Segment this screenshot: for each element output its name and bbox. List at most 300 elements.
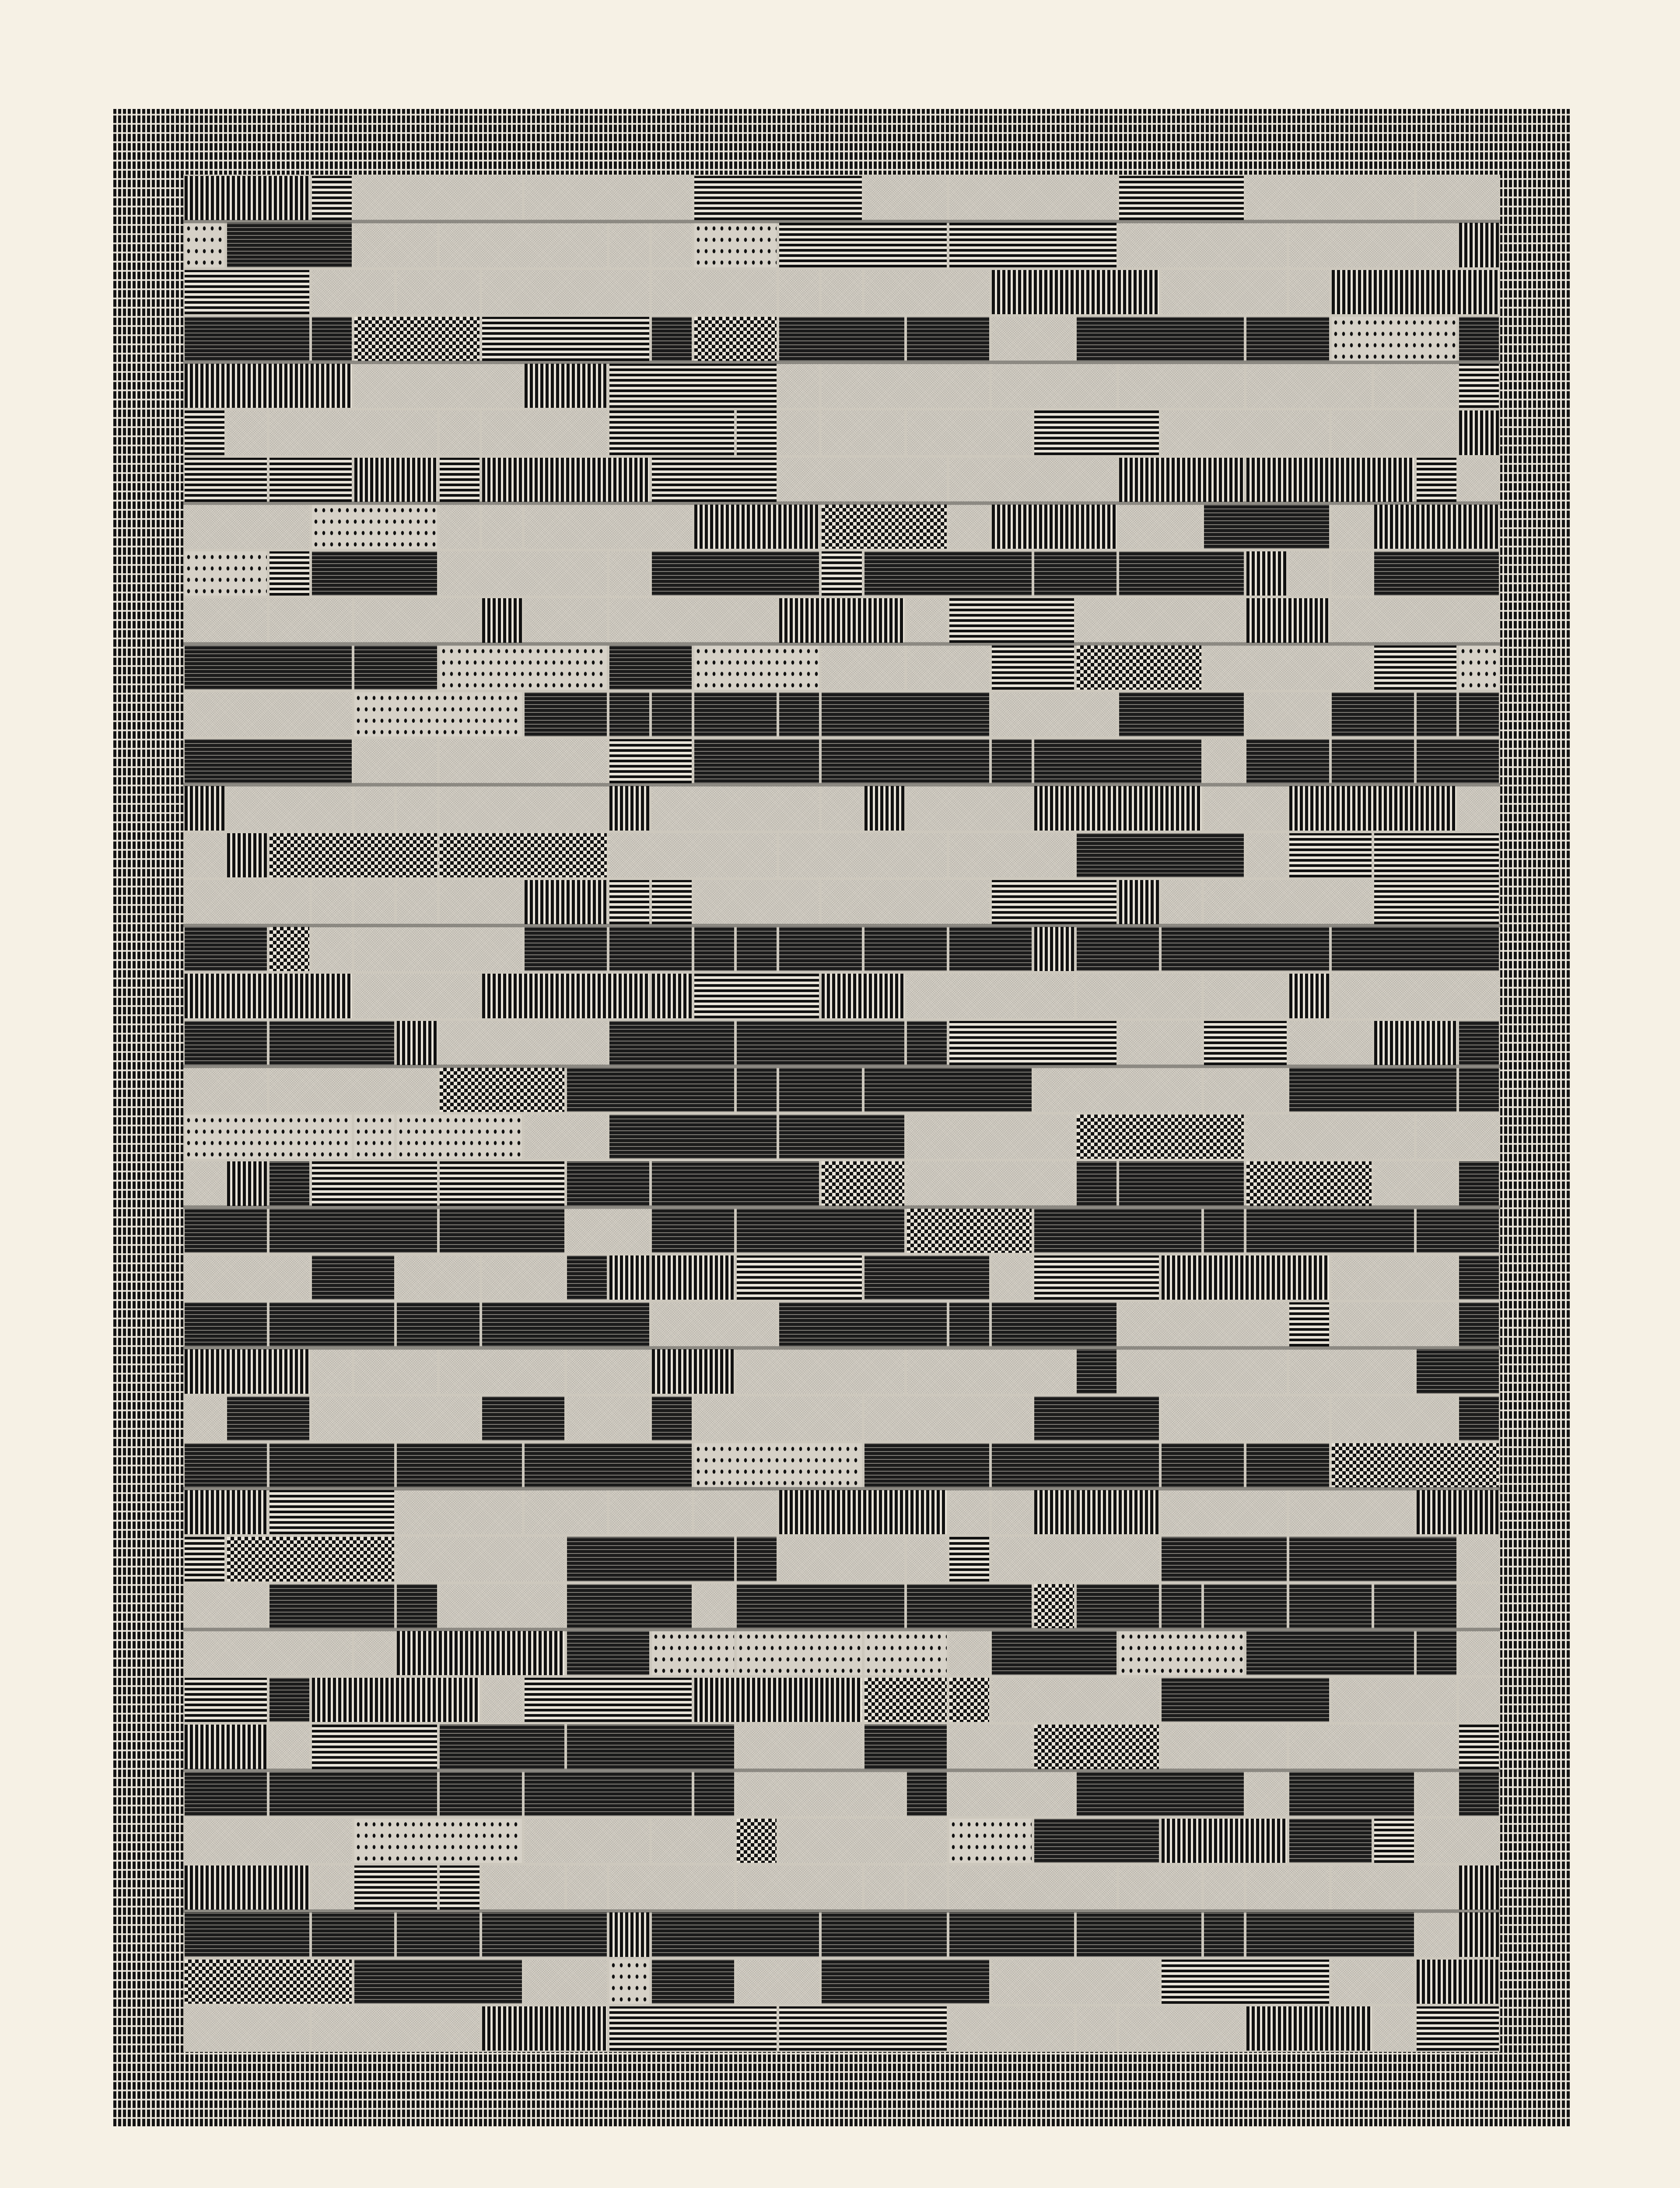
pattern-tile: [779, 692, 819, 736]
pattern-tile: [1374, 1819, 1414, 1863]
pattern-tile: [185, 1772, 267, 1816]
pattern-tile: [525, 927, 607, 971]
pattern-tile: [270, 1443, 394, 1487]
pattern-tile: [482, 1912, 607, 1957]
pattern-tile: [440, 1068, 564, 1112]
pattern-tile: [1374, 2006, 1414, 2051]
pattern-tile: [779, 1490, 946, 1534]
pattern-tile: [354, 1865, 437, 1910]
pattern-tile: [525, 1960, 607, 2004]
pattern-tile: [312, 1161, 437, 1206]
pattern-tile: [525, 1819, 649, 1863]
pattern-tile: [1459, 1772, 1499, 1816]
pattern-tile: [354, 223, 437, 267]
pattern-tile: [992, 1443, 1159, 1487]
pattern-tile: [185, 1490, 267, 1534]
pattern-tile: [822, 974, 904, 1018]
pattern-tile: [694, 645, 819, 690]
pattern-tile: [185, 2006, 309, 2051]
pattern-tile: [1289, 1021, 1372, 1065]
pattern-tile: [1162, 1443, 1244, 1487]
pattern-tile: [185, 927, 267, 971]
pattern-tile: [397, 270, 479, 314]
pattern-tile: [1162, 1255, 1329, 1300]
pattern-tile: [1246, 692, 1329, 736]
pattern-tile: [652, 551, 819, 596]
pattern-tile: [779, 317, 904, 361]
pattern-tile: [482, 598, 522, 642]
pattern-tile: [440, 1584, 564, 1628]
pattern-tile: [822, 739, 989, 783]
pattern-tile: [822, 270, 861, 314]
pattern-tile: [1417, 739, 1499, 783]
pattern-tile: [1289, 1490, 1414, 1534]
pattern-tile: [1034, 927, 1074, 971]
pattern-tile: [1162, 1960, 1329, 2004]
pattern-tile: [185, 645, 352, 690]
pattern-tile: [1332, 1396, 1456, 1441]
pattern-tile: [185, 598, 267, 642]
pattern-tile: [694, 317, 777, 361]
pattern-tile: [227, 1396, 309, 1441]
pattern-tile: [482, 1865, 564, 1910]
pattern-tile: [1034, 1209, 1201, 1253]
pattern-tile: [185, 1302, 267, 1346]
pattern-tile: [822, 692, 989, 736]
pattern-tile: [1077, 1349, 1116, 1393]
pattern-tile: [354, 1819, 522, 1863]
pattern-tile: [949, 1490, 989, 1534]
pattern-tile: [949, 1912, 1074, 1957]
pattern-tile: [397, 1115, 522, 1159]
pattern-tile: [737, 1209, 904, 1253]
pattern-tile: [312, 1349, 352, 1393]
pattern-tile: [354, 739, 437, 783]
pattern-tile: [609, 645, 692, 690]
pattern-tile: [1417, 1209, 1499, 1253]
pattern-tile: [1204, 1209, 1244, 1253]
pattern-tile: [567, 1631, 649, 1675]
pattern-tile: [440, 1209, 564, 1253]
pattern-tile: [652, 1819, 734, 1863]
pattern-tile: [1077, 974, 1201, 1018]
pattern-tile: [907, 410, 1032, 455]
pattern-tile: [694, 505, 819, 549]
pattern-tile: [1204, 505, 1329, 549]
pattern-tile: [1332, 598, 1499, 642]
pattern-tile: [737, 1772, 904, 1816]
pattern-tile: [864, 786, 904, 830]
pattern-tile: [1417, 458, 1456, 502]
pattern-tile: [185, 458, 267, 502]
pattern-tile: [1246, 317, 1329, 361]
pattern-tile: [185, 1725, 267, 1769]
pattern-tile: [567, 1068, 734, 1112]
pattern-tile: [1162, 1396, 1329, 1441]
pattern-tile: [1459, 1912, 1499, 1957]
pattern-tile: [694, 1584, 734, 1628]
pattern-tile: [354, 927, 522, 971]
pattern-tile: [609, 739, 692, 783]
pattern-tile: [907, 1584, 1032, 1628]
pattern-tile: [1289, 223, 1456, 267]
pattern-tile: [949, 833, 1074, 877]
pattern-tile: [1459, 645, 1499, 690]
pattern-tile: [1417, 176, 1499, 220]
pattern-tile: [1119, 1631, 1244, 1675]
pattern-tile: [1119, 1349, 1286, 1393]
pattern-tile: [949, 223, 1116, 267]
pattern-tile: [1374, 833, 1499, 877]
pattern-tile: [1077, 645, 1201, 690]
pattern-tile: [482, 2006, 607, 2051]
pattern-tile: [1417, 2006, 1499, 2051]
pattern-tile: [949, 176, 1116, 220]
pattern-tile: [1119, 1161, 1244, 1206]
pattern-tile: [694, 1490, 777, 1534]
pattern-tile: [1034, 786, 1201, 830]
pattern-tile: [312, 1912, 394, 1957]
pattern-tile: [949, 1631, 989, 1675]
pattern-tile: [949, 458, 1116, 502]
pattern-tile: [270, 1209, 437, 1253]
pattern-tile: [822, 364, 989, 408]
pattern-tile: [864, 1631, 947, 1675]
pattern-tile: [652, 880, 692, 924]
pattern-tile: [1077, 2006, 1116, 2051]
pattern-tile: [567, 1209, 649, 1253]
pattern-tile: [737, 927, 777, 971]
pattern-tile: [525, 598, 607, 642]
pattern-tile: [1204, 880, 1371, 924]
pattern-tile: [822, 410, 904, 455]
pattern-tile: [1289, 786, 1456, 830]
pattern-tile: [1034, 1068, 1201, 1112]
pattern-tile: [185, 1678, 267, 1722]
pattern-tile: [992, 1631, 1116, 1675]
pattern-tile: [1204, 1912, 1244, 1957]
pattern-tile: [992, 1255, 1032, 1300]
pattern-tile: [822, 551, 861, 596]
pattern-tile: [440, 1865, 480, 1910]
pattern-tile: [1374, 645, 1456, 690]
pattern-tile: [1289, 1772, 1414, 1816]
pattern-tile: [737, 410, 777, 455]
pattern-tile: [1119, 505, 1201, 549]
pattern-tile: [270, 1725, 309, 1769]
pattern-tile: [185, 1349, 309, 1393]
pattern-tile: [949, 1772, 1074, 1816]
pattern-tile: [312, 1725, 437, 1769]
pattern-tile: [185, 223, 224, 267]
pattern-tile: [609, 598, 777, 642]
pattern-tile: [1417, 1349, 1499, 1393]
pattern-tile: [1162, 880, 1201, 924]
pattern-tile: [822, 880, 989, 924]
pattern-tile: [1459, 410, 1499, 455]
pattern-tile: [567, 1537, 734, 1581]
pattern-tile: [1246, 739, 1329, 783]
pattern-tile: [1289, 974, 1329, 1018]
pattern-tile: [440, 1725, 564, 1769]
pattern-tile: [185, 1443, 267, 1487]
pattern-tile: [907, 1021, 947, 1065]
pattern-tile: [1246, 1209, 1414, 1253]
pattern-tile: [567, 1396, 649, 1441]
pattern-tile: [185, 1255, 309, 1300]
pattern-tile: [440, 505, 480, 549]
pattern-tile: [567, 1865, 607, 1910]
pattern-tile: [185, 1161, 224, 1206]
pattern-tile: [1119, 364, 1244, 408]
pattern-tile: [652, 1255, 734, 1300]
pattern-tile: [440, 1021, 607, 1065]
pattern-tile: [1374, 505, 1499, 549]
pattern-tile: [525, 880, 607, 924]
pattern-tile: [397, 786, 437, 830]
pattern-tile: [1289, 1068, 1456, 1112]
pattern-tile: [737, 1537, 777, 1581]
pattern-tile: [1374, 1584, 1456, 1628]
pattern-tile: [185, 1912, 309, 1957]
pattern-tile: [354, 786, 394, 830]
pattern-tile: [907, 786, 1032, 830]
pattern-tile: [1289, 270, 1329, 314]
pattern-tile: [949, 1865, 1116, 1910]
pattern-tile: [1034, 1490, 1074, 1534]
pattern-tile: [652, 270, 777, 314]
pattern-tile: [737, 1068, 777, 1112]
pattern-tile: [312, 1255, 394, 1300]
pattern-tile: [992, 1678, 1159, 1722]
pattern-tile: [397, 1021, 437, 1065]
pattern-tile: [609, 1115, 777, 1159]
pattern-tile: [779, 1115, 904, 1159]
pattern-tile: [1289, 1302, 1329, 1346]
pattern-tile: [354, 880, 394, 924]
pattern-tile: [354, 692, 522, 736]
pattern-tile: [694, 223, 777, 267]
pattern-tile: [737, 1631, 861, 1675]
pattern-tile: [440, 410, 480, 455]
pattern-tile: [992, 645, 1074, 690]
pattern-tile: [1246, 458, 1414, 502]
pattern-tile: [525, 1772, 692, 1816]
pattern-artwork: [113, 109, 1570, 2126]
pattern-tile: [1119, 223, 1286, 267]
pattern-tile: [1077, 598, 1244, 642]
pattern-tile: [1162, 1819, 1286, 1863]
pattern-tile: [1077, 1115, 1244, 1159]
pattern-tile: [694, 927, 734, 971]
pattern-tile: [1332, 270, 1499, 314]
pattern-tile: [652, 1912, 819, 1957]
pattern-tile: [864, 1865, 904, 1910]
pattern-tile: [1459, 317, 1499, 361]
pattern-tile: [737, 1960, 819, 2004]
pattern-tile: [1332, 1255, 1456, 1300]
pattern-tile: [354, 1631, 394, 1675]
pattern-tile: [1246, 1912, 1414, 1957]
pattern-tile: [354, 645, 437, 690]
pattern-tile: [609, 1021, 734, 1065]
pattern-tile: [1119, 1021, 1201, 1065]
pattern-tile: [1246, 1115, 1414, 1159]
pattern-tile: [694, 1772, 734, 1816]
pattern-tile: [949, 1537, 989, 1581]
pattern-tile: [864, 551, 1032, 596]
pattern-tile: [1417, 692, 1456, 736]
pattern-tile: [1034, 1584, 1074, 1628]
pattern-tile: [1162, 410, 1329, 455]
pattern-tile: [440, 1161, 564, 1206]
pattern-tile: [652, 223, 692, 267]
pattern-tile: [652, 974, 692, 1018]
pattern-tile: [1034, 739, 1201, 783]
pattern-tile: [1459, 1631, 1499, 1675]
pattern-tile: [907, 317, 989, 361]
pattern-tile: [1459, 223, 1499, 267]
pattern-tile: [1077, 1490, 1159, 1534]
pattern-tile: [907, 1161, 1074, 1206]
pattern-tile: [1077, 927, 1159, 971]
pattern-tile: [1417, 1819, 1499, 1863]
pattern-tile: [1246, 1865, 1329, 1910]
pattern-tile: [185, 176, 309, 220]
pattern-tile: [397, 1255, 479, 1300]
pattern-tile: [907, 1349, 1074, 1393]
pattern-tile: [354, 598, 479, 642]
pattern-tile: [822, 1960, 989, 2004]
pattern-tile: [1289, 1349, 1414, 1393]
pattern-tile: [1077, 1912, 1201, 1957]
pattern-tile: [567, 1584, 692, 1628]
pattern-tile: [864, 1443, 989, 1487]
pattern-tile: [652, 692, 692, 736]
pattern-tile: [694, 1396, 861, 1441]
pattern-tile: [440, 1349, 564, 1393]
pattern-tile: [185, 1396, 224, 1441]
pattern-tile: [525, 1490, 607, 1534]
pattern-tile: [992, 1302, 1116, 1346]
pattern-tile: [1459, 1537, 1499, 1581]
pattern-tile: [440, 739, 607, 783]
pattern-tile: [652, 1302, 777, 1346]
pattern-tile: [694, 1678, 861, 1722]
pattern-tile: [185, 1960, 352, 2004]
pattern-tile: [737, 1255, 861, 1300]
pattern-tile: [1119, 1865, 1201, 1910]
pattern-tile: [949, 1725, 1032, 1769]
pattern-tile: [609, 692, 649, 736]
pattern-tile: [270, 927, 309, 971]
pattern-tile: [185, 1068, 267, 1112]
pattern-tile: [270, 410, 437, 455]
pattern-tile: [779, 410, 819, 455]
pattern-tile: [270, 551, 309, 596]
pattern-tile: [1077, 833, 1244, 877]
pattern-tile: [227, 1161, 267, 1206]
pattern-tile: [1332, 1865, 1456, 1910]
pattern-tile: [482, 1396, 564, 1441]
pattern-tile: [482, 317, 649, 361]
pattern-tile: [1034, 1819, 1159, 1863]
pattern-tile: [185, 1819, 352, 1863]
pattern-tile: [1332, 317, 1456, 361]
pattern-tile: [609, 410, 734, 455]
pattern-tile: [822, 1161, 904, 1206]
pattern-tile: [822, 786, 861, 830]
pattern-tile: [312, 551, 437, 596]
pattern-tile: [1289, 833, 1372, 877]
pattern-tile: [949, 505, 989, 549]
pattern-tile: [992, 1490, 1032, 1534]
pattern-tile: [1034, 1725, 1159, 1769]
pattern-tile: [1162, 270, 1286, 314]
pattern-tile: [482, 505, 522, 549]
pattern-tile: [949, 927, 1032, 971]
pattern-tile: [440, 458, 480, 502]
pattern-tile: [1204, 786, 1286, 830]
pattern-tile: [1459, 1068, 1499, 1112]
pattern-tile: [737, 1725, 861, 1769]
pattern-tile: [185, 1021, 267, 1065]
pattern-tile: [609, 1255, 649, 1300]
pattern-tile: [907, 1209, 1032, 1253]
pattern-tile: [397, 1537, 564, 1581]
pattern-tile: [864, 1255, 989, 1300]
pattern-tile: [737, 1865, 861, 1910]
pattern-tile: [354, 1349, 437, 1393]
pattern-tile: [354, 974, 479, 1018]
pattern-tile: [652, 1161, 819, 1206]
pattern-tile: [1374, 1161, 1456, 1206]
pattern-tile: [779, 598, 904, 642]
pattern-tile: [1417, 1912, 1456, 1957]
pattern-tile: [1246, 1772, 1286, 1816]
pattern-tile: [1204, 1865, 1244, 1910]
pattern-tile: [652, 458, 777, 502]
pattern-tile: [270, 833, 437, 877]
pattern-tile: [779, 223, 946, 267]
pattern-tile: [1204, 645, 1371, 690]
pattern-tile: [270, 1068, 437, 1112]
pattern-tile: [270, 458, 352, 502]
pattern-tile: [440, 645, 607, 690]
pattern-tile: [270, 1678, 309, 1722]
pattern-tile: [270, 1772, 437, 1816]
pattern-tile: [1246, 1161, 1371, 1206]
pattern-tile: [609, 1960, 649, 2004]
pattern-tile: [1374, 551, 1499, 596]
pattern-tile: [992, 692, 1116, 736]
pattern-tile: [567, 1161, 649, 1206]
pattern-tile: [652, 1209, 734, 1253]
pattern-tile: [1459, 364, 1499, 408]
pattern-tile: [864, 270, 989, 314]
pattern-tile: [779, 1537, 904, 1581]
pattern-tile: [1332, 551, 1372, 596]
pattern-tile: [312, 2006, 479, 2051]
pattern-tile: [1417, 1772, 1456, 1816]
pattern-tile: [1374, 364, 1456, 408]
pattern-tile: [185, 833, 224, 877]
pattern-tile: [652, 786, 819, 830]
pattern-tile: [694, 176, 861, 220]
pattern-tile: [1119, 176, 1244, 220]
pattern-tile: [949, 598, 1074, 642]
pattern-tile: [1332, 974, 1499, 1018]
